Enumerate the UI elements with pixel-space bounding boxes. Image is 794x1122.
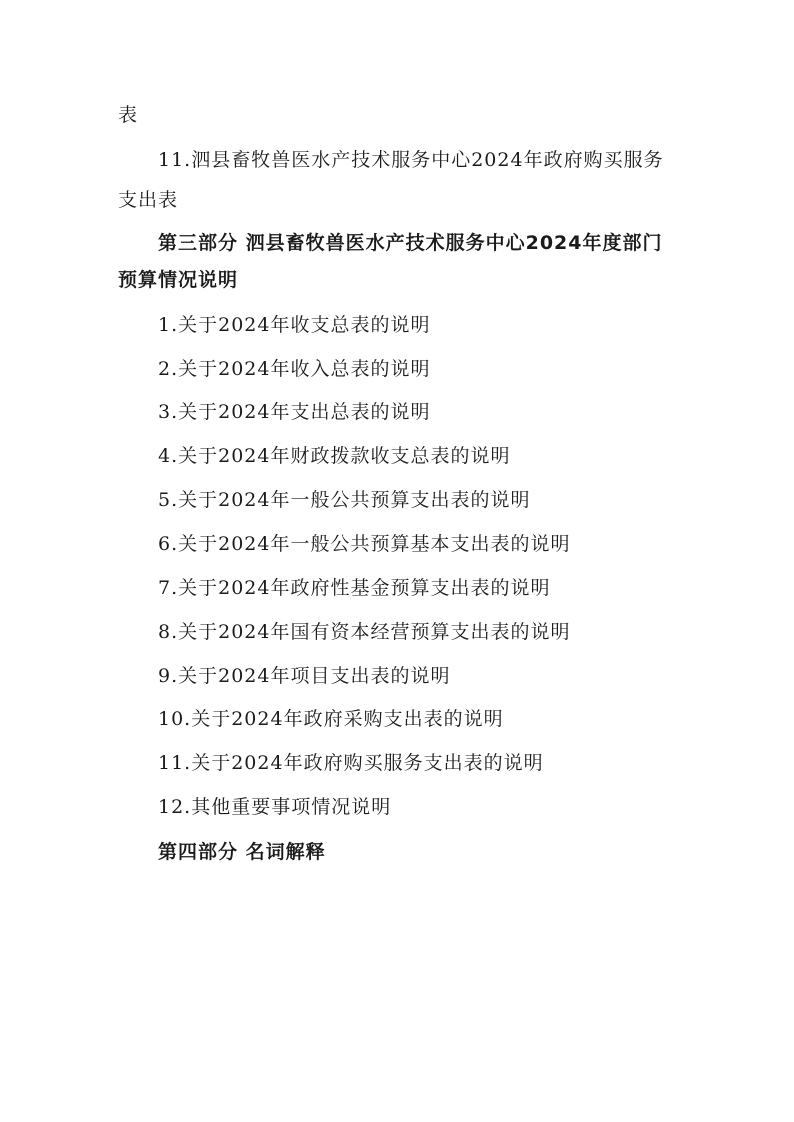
list-item: 5.关于2024年一般公共预算支出表的说明 xyxy=(158,489,531,511)
list-item: 9.关于2024年项目支出表的说明 xyxy=(158,665,451,687)
continuation-text: 表 xyxy=(118,104,139,126)
list-item: 6.关于2024年一般公共预算基本支出表的说明 xyxy=(158,533,571,555)
list-item: 7.关于2024年政府性基金预算支出表的说明 xyxy=(158,577,551,599)
section-heading: 第三部分 泗县畜牧兽医水产技术服务中心2024年度部门 xyxy=(158,232,663,254)
list-item: 2.关于2024年收入总表的说明 xyxy=(158,358,431,380)
list-item: 10.关于2024年政府采购支出表的说明 xyxy=(158,708,504,730)
list-item-continuation: 支出表 xyxy=(118,189,179,211)
list-item: 11.泗县畜牧兽医水产技术服务中心2024年政府购买服务 xyxy=(158,149,664,171)
list-item: 8.关于2024年国有资本经营预算支出表的说明 xyxy=(158,621,571,643)
list-item: 11.关于2024年政府购买服务支出表的说明 xyxy=(158,752,544,774)
list-item: 4.关于2024年财政拨款收支总表的说明 xyxy=(158,445,511,467)
section-heading-continuation: 预算情况说明 xyxy=(118,269,239,291)
list-item: 3.关于2024年支出总表的说明 xyxy=(158,401,431,423)
list-item: 1.关于2024年收支总表的说明 xyxy=(158,314,431,336)
list-item: 12.其他重要事项情况说明 xyxy=(158,796,392,818)
section-heading: 第四部分 名词解释 xyxy=(158,841,326,863)
